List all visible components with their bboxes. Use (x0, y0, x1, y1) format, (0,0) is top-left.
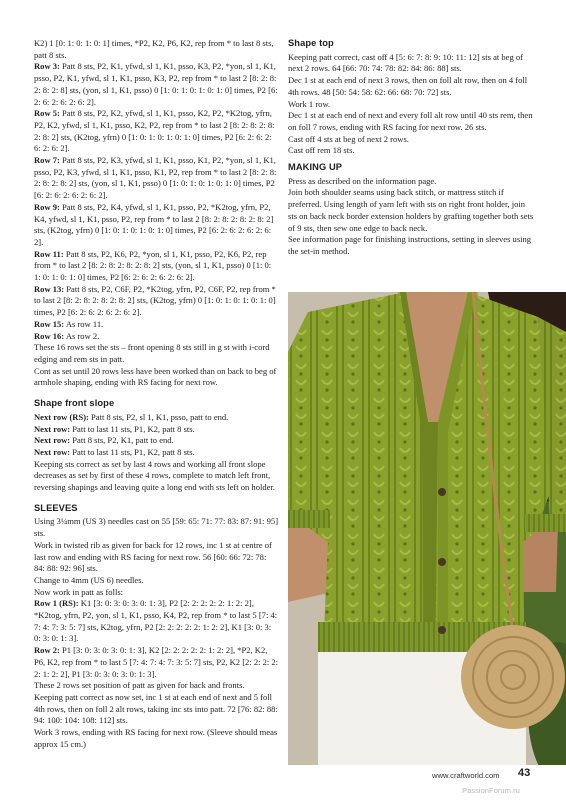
row-15 (34, 319, 279, 331)
row-label: Next row (RS): (34, 411, 89, 422)
sleeve-row-2 (34, 645, 279, 680)
row-text: Patt 8 sts, P2, sl 1, K1, psso, patt to end. (88, 411, 229, 422)
shape-front-slope-heading: Shape front slope (34, 398, 115, 409)
page-number: 43 (518, 767, 531, 779)
row-label: Next row: (34, 435, 71, 446)
row-text: K1 [3: 0: 3: 0: 3: 0: 1: 3], P2 [2: 2: 2: 2: 2: 1: 2: 2], *K2tog, yfrn, P2, yon, sl 1, K1, psso, K4, P2, rep from * to last 5 [7: 4: 7: 4: 7: 3: 5: 7] sts, K2tog, yfrn, P2 [2: 2: 2: 2: 2: 1: 2: 2], K1 [3: 0: 3: 0: 3: 0: 1: 3]. (34, 598, 278, 644)
intro-paragraph: K2) 1 [0: 1: 0: 1: 0: 1] times, *P2, K2, P6, K2, rep from * to last 8 sts, patt 8 sts. (34, 38, 274, 60)
row-label: Row 11: (34, 248, 64, 259)
right-column (288, 38, 535, 258)
shape-top-para: Dec 1 st at each end of next and every foll alt row until 40 sts rem, then on foll 7 rows, ending with RS facing for next row. 26 sts. (288, 110, 533, 132)
sleeves-needles: Change to 4mm (US 6) needles. (34, 574, 144, 585)
row-text: Patt 8 sts, P2, K1, yfwd, sl 1, K1, psso, K3, P2, *yon, sl 1, K1, psso, P2, K1, yfwd, sl 1, K1, psso, K3, P2, rep from * to last 2 [8: 2: 8: 2: 8: 2: 8] sts, (yon, sl 1, K1, psso) 0 [1: 0: 1: 0: 1: 0: 1: 0] times, P2 [6: 2: 6: 2: 6: 2: 6: 2]. (34, 61, 278, 107)
row-text: Patt 8 sts, P2, K4, yfwd, sl 1, K1, psso, P2, *K2tog, yfrn, P2, K4, yfwd, sl 1, K1, psso, P2, rep from * to last 2 [8: 2: 8: 2: 8: 2: 8: 2] sts, (K2tog, yfrn) 0 [1: 0: 1: 0: 1: 0: 1: 0] times, P2 [6: 2: 6: 2: 6: 2: 6: 2]. (34, 201, 274, 247)
row-label: Next row: (34, 446, 71, 457)
row-label: Row 9: (34, 201, 60, 212)
footer-url: www.craftworld.com (432, 771, 500, 780)
row-text: As row 2. (64, 330, 100, 341)
slope-row-1 (34, 412, 279, 424)
row-label: Row 2: (34, 645, 60, 656)
row-9 (34, 202, 279, 249)
continue-paragraph: Cont as set until 20 rows less have been worked than on back to beg of armhole shaping, ending with RS facing for next row. (34, 365, 277, 388)
row-label: Next row: (34, 423, 71, 434)
row-text: As row 11. (64, 318, 104, 329)
sleeves-position: These 2 rows set position of patt as given for back and fronts. (34, 680, 245, 691)
row-13 (34, 284, 279, 319)
slope-row-4 (34, 447, 279, 459)
row-3 (34, 61, 279, 108)
row-text: Patt 8 sts, P2, K2, yfwd, sl 1, K1, psso, K2, P2, *K2tog, yfrn, P2, K2, yfwd, sl 1, K1, psso, K2, P2, rep from * to last 2 [8: 2: 8: 2: 8: 2: 8: 2] sts, (K2tog, yfrn) 0 [1: 0: 1: 0: 1: 0: 1: 0] times, P2 [6: 2: 6: 2: 6: 2: 6: 2]. (34, 108, 275, 154)
making-up-para: See information page for finishing instructions, setting in sleeves using the set-in method. (288, 234, 532, 256)
slope-row-3 (34, 435, 279, 447)
row-text: Patt 8 sts, P2, K1, patt to end. (70, 435, 174, 446)
row-label: Row 5: (34, 108, 60, 119)
row-label: Row 16: (34, 330, 65, 341)
making-up-para: Press as described on the information page. (288, 175, 437, 186)
sleeves-heading: SLEEVES (34, 502, 78, 513)
row-text: Patt to last 11 sts, P1, K2, patt 8 sts. (70, 423, 195, 434)
slope-paragraph: Keeping sts correct as set by last 4 rows and working all front slope decreases as set by first of these 4 rows, complete to match left front, reversing shapings and leaving quite a long end with sts left on holder. (34, 458, 275, 493)
row-text: Patt 8 sts, P2, K6, P2, *yon, sl 1, K1, psso, P2, K6, P2, rep from * to last 2 [8: 2: 8: 2: 8: 2: 8: 2] sts, (yon, sl 1, K1, psso) 0 [1: 0: 1: 0: 1: 0: 1: 0] times, P2 [6: 2: 6: 2: 6: 2: 6: 2]. (34, 248, 272, 283)
row-text: Patt to last 11 sts, P1, K2, patt 8 sts. (70, 446, 195, 457)
row-label: Row 15: (34, 318, 65, 329)
watermark: PassionForum.ru (462, 786, 520, 795)
sleeves-patt-intro: Now work in patt as folls: (34, 586, 124, 597)
garment-photo (288, 292, 566, 765)
row-7 (34, 155, 279, 202)
shape-top-heading: Shape top (288, 38, 334, 48)
shape-top-para: Dec 1 st at each end of next 3 rows, then on foll alt row, then on 4 foll 4th rows. 48 [50: 54: 58: 62: 66: 68: 70: 72] sts. (288, 75, 528, 97)
row-11 (34, 249, 279, 284)
shape-top-para: Keeping patt correct, cast off 4 [5: 6: 7: 8: 9: 10: 11: 12] sts at beg of next 2 rows. 64 [66: 70: 74: 78: 82: 84: 86: 88] sts. (288, 51, 523, 74)
row-label: Row 1 (RS): (34, 598, 79, 609)
shape-top-para: Cast off 4 sts at beg of next 2 rows. (288, 133, 409, 144)
shape-top-para: Work 1 row. (288, 98, 331, 109)
shape-top-para: Cast off rem 18 sts. (288, 145, 355, 156)
row-16 (34, 331, 279, 343)
sleeves-work-rows: Work 3 rows, ending with RS facing for next row. (Sleeve should meas approx 15 cm.) (34, 727, 278, 749)
sleeve-row-1 (34, 598, 279, 645)
row-text: Patt 8 sts, P2, K3, yfwd, sl 1, K1, psso, K1, P2, *yon, sl 1, K1, psso, P2, K3, yfwd, sl 1, K1, psso, K1, P2, rep from * to last 2 [8: 2: 8: 2: 8: 2: 8: 2] sts, (yon, sl 1, K1, psso) 0 [1: 0: 1: 0: 1: 0: 1: 0] times, P2 [6: 2: 6: 2: 6: 2: 6: 2]. (34, 155, 277, 201)
making-up-heading: MAKING UP (288, 162, 343, 173)
row-label: Row 7: (34, 155, 60, 166)
sixteen-rows-paragraph: These 16 rows set the sts – front opening 8 sts still in g st with i-cord edging and rem sts in patt. (34, 342, 270, 364)
row-label: Row 13: (34, 283, 65, 294)
left-column (34, 38, 279, 750)
row-5 (34, 108, 279, 155)
row-text: Patt 8 sts, P2, C6F, P2, *K2tog, yfrn, P2, C6F, P2, rep from * to last 2 [8: 2: 8: 2: 8: 2: 8: 2] sts, (K2tog, yfrn) 0 [1: 0: 1: 0: 1: 0: 1: 0] times, P2 [6: 2: 6: 2: 6: 2: 6: 2]. (34, 283, 276, 318)
row-text: P1 [3: 0: 3: 0: 3: 0: 1: 3], K2 [2: 2: 2: 2: 2: 1: 2: 2], *P2, K2, P6, K2, rep from * to last 5 [7: 4: 7: 4: 7: 3: 5: 7] sts, P2, K2 [2: 2: 2: 2: 2: 1: 2: 2], P1 [3: 0: 3: 0: 3: 0: 1: 3]. (34, 645, 279, 679)
row-label: Row 3: (34, 61, 60, 72)
sleeves-increase: Keeping patt correct as now set, inc 1 st at each end of next and 5 foll 4th rows, then on foll 2 alt rows, taking inc sts into patt. 72 [76: 82: 88: 94: 100: 104: 108: 112] sts. (34, 691, 278, 726)
sleeves-rib: Work in twisted rib as given for back for 12 rows, inc 1 st at centre of last row and ending with RS facing for next row. 56 [60: 66: 72: 78: 84: 88: 92: 96] sts. (34, 539, 272, 574)
sleeves-cast-on: Using 3¼mm (US 3) needles cast on 55 [59: 65: 71: 77: 83: 87: 91: 95] sts. (34, 516, 279, 539)
slope-row-2 (34, 424, 279, 436)
making-up-para: Join both shoulder seams using back stitch, or mattress stitch if preferred. Using length of yarn left with sts on right front holder, join sts on back neck border extension holders by grafting together both sets of 9 sts, then sew one edge to back neck. (288, 187, 534, 233)
